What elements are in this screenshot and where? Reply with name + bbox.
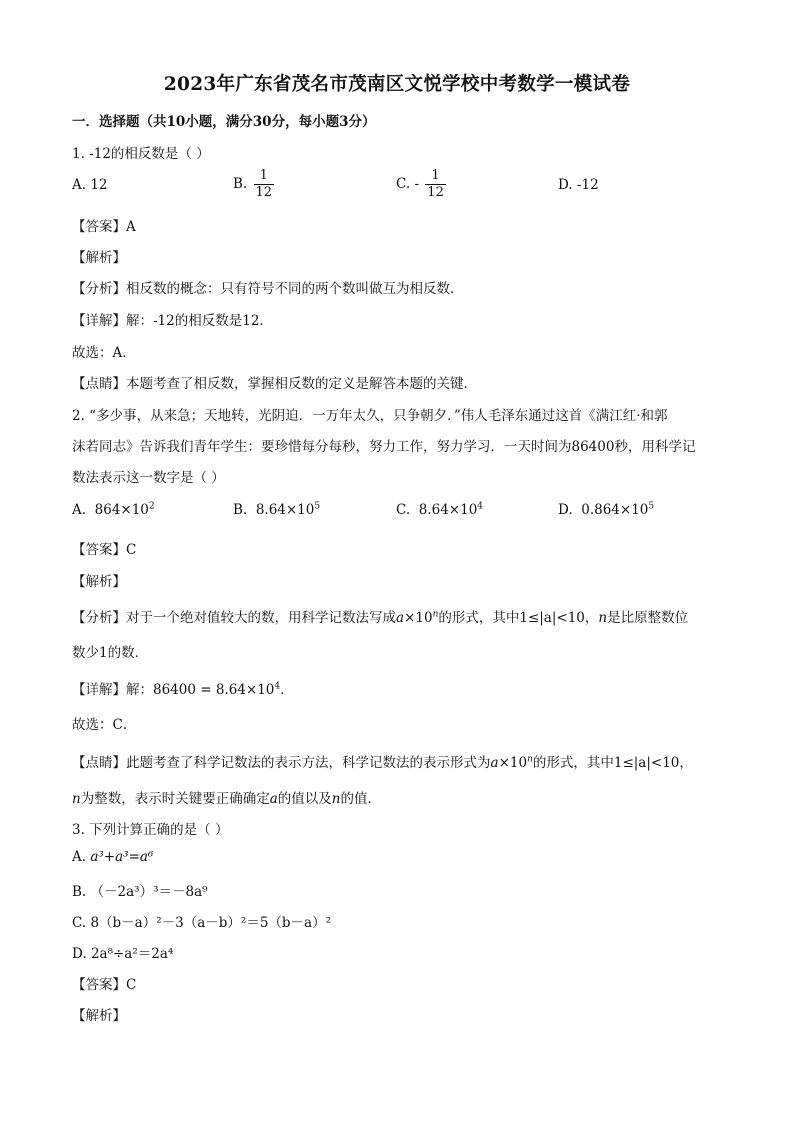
q2-guxuan: 故选：C． bbox=[72, 717, 137, 733]
q1-fenxi: 【分析】相反数的概念：只有符号不同的两个数叫做互为相反数． bbox=[72, 281, 464, 297]
q3-analysis-label: 【解析】 bbox=[72, 1008, 126, 1024]
math-range: 1≤|a|<10 bbox=[613, 755, 680, 771]
math-range: 1≤|a|<10 bbox=[519, 610, 585, 626]
option-label: C. bbox=[396, 502, 411, 518]
q1-option-b-fraction bbox=[254, 168, 275, 201]
option-base: 8.64×10 bbox=[255, 502, 315, 518]
q1-guxuan: 故选：A． bbox=[72, 345, 136, 361]
math-expr: ×10 bbox=[498, 755, 528, 771]
q2-option-b bbox=[233, 502, 320, 518]
text-segment: 【点睛】此题考查了科学记数法的表示方法，科学记数法的表示形式为 bbox=[72, 755, 491, 771]
text-segment: 是比原整数位 bbox=[607, 610, 689, 626]
text-segment: ， bbox=[679, 755, 693, 771]
question-2-stem-line-3: 数法表示这一数字是（ ） bbox=[72, 470, 225, 486]
question-1-stem: 1. -12的相反数是（ ） bbox=[72, 146, 210, 162]
option-exponent: 2 bbox=[148, 501, 155, 512]
q2-dianjing-line-2 bbox=[72, 787, 381, 807]
q2-option-d bbox=[558, 502, 654, 518]
text-segment: 的形式，其中 bbox=[438, 610, 520, 626]
text-segment: 的形式，其中 bbox=[532, 755, 614, 771]
option-base: 8.64×10 bbox=[418, 502, 478, 518]
option-expr: 2a⁸÷a²＝2a⁴ bbox=[90, 946, 174, 962]
option-label: B. bbox=[72, 884, 91, 900]
option-base: 0.864×10 bbox=[581, 502, 649, 518]
text-segment: ． bbox=[280, 682, 294, 698]
q2-dianjing-line-1 bbox=[72, 751, 693, 771]
option-label: A. bbox=[72, 502, 87, 518]
q3-answer: 【答案】C bbox=[72, 977, 137, 993]
math-var: n bbox=[72, 791, 81, 807]
math-exponent: 4 bbox=[274, 681, 281, 692]
q1-option-c bbox=[396, 168, 448, 201]
option-base: 864×10 bbox=[94, 502, 149, 518]
q1-dianjing: 【点睛】本题考查了相反数，掌握相反数的定义是解答本题的关键． bbox=[72, 376, 477, 392]
text-segment: 为整数，表示时关键要正确确定 bbox=[80, 791, 270, 807]
q3-option-d bbox=[72, 942, 173, 962]
option-expr: （－2a³）³＝－8a⁹ bbox=[90, 884, 208, 900]
q2-option-c bbox=[396, 502, 483, 518]
math-var: n bbox=[331, 791, 341, 807]
option-label: D. bbox=[558, 502, 573, 518]
math-expr: ×10 bbox=[404, 610, 433, 626]
option-exponent: 5 bbox=[648, 501, 655, 512]
q1-xiangjie: 【详解】解：-12的相反数是12． bbox=[72, 313, 273, 329]
q1-option-a: A. 12 bbox=[72, 177, 108, 193]
option-exponent: 4 bbox=[477, 501, 484, 512]
option-label: A. bbox=[72, 849, 91, 865]
question-3-stem: 3. 下列计算正确的是（ ） bbox=[72, 822, 229, 838]
option-label: D. bbox=[72, 946, 91, 962]
option-expr: a³+a³=a⁶ bbox=[90, 849, 154, 865]
q1-answer: 【答案】A bbox=[72, 219, 136, 235]
math-var: a bbox=[269, 791, 278, 807]
q1-option-b bbox=[233, 168, 276, 201]
q1-analysis-label: 【解析】 bbox=[72, 250, 126, 266]
fraction-numerator: 1 bbox=[425, 168, 446, 185]
text-segment: 【分析】对于一个绝对值较大的数，用科学记数法写成 bbox=[72, 610, 396, 626]
math-exponent: n bbox=[432, 609, 439, 620]
fraction-denominator: 12 bbox=[427, 185, 444, 200]
section-heading: 一．选择题（共10小题，满分30分，每小题3分） bbox=[72, 114, 376, 130]
math-var: n bbox=[598, 610, 608, 626]
q1-option-c-label: C. bbox=[396, 176, 411, 192]
page-title: 2023年广东省茂名市茂南区文悦学校中考数学一模试卷 bbox=[163, 74, 631, 95]
text-segment: 【详解】解： bbox=[72, 682, 153, 698]
math-exponent: n bbox=[527, 754, 533, 765]
option-label: B. bbox=[233, 502, 248, 518]
q2-fenxi-line-2: 数少1的数． bbox=[72, 645, 149, 661]
math-expr: 86400 = 8.64×10 bbox=[153, 682, 275, 698]
q2-answer: 【答案】C bbox=[72, 542, 137, 558]
text-segment: 的值． bbox=[340, 791, 381, 807]
option-exponent: 5 bbox=[314, 501, 321, 512]
question-2-stem-line-1: 2. “多少事，从来急；天地转，光阴迫．一万年太久，只争朝夕．”伟人毛泽东通过这首《满江红·和郭 bbox=[72, 408, 668, 424]
q1-option-d: D. -12 bbox=[558, 177, 599, 193]
q3-option-c bbox=[72, 911, 331, 931]
fraction-numerator: 1 bbox=[254, 168, 275, 185]
fraction-denominator: 12 bbox=[255, 185, 273, 200]
q2-option-a bbox=[72, 502, 155, 518]
text-segment: ， bbox=[584, 610, 599, 626]
option-expr: 8（b－a）²－3（a－b）²＝5（b－a）² bbox=[90, 915, 332, 931]
q1-option-c-sign: - bbox=[414, 176, 419, 192]
option-label: C. bbox=[72, 915, 91, 931]
q1-option-c-fraction bbox=[425, 168, 446, 201]
q3-option-b bbox=[72, 880, 208, 900]
q2-xiangjie bbox=[72, 678, 294, 698]
text-segment: 的值以及 bbox=[277, 791, 332, 807]
q2-analysis-label: 【解析】 bbox=[72, 574, 126, 590]
question-2-stem-line-2: 沫若同志》告诉我们青年学生：要珍惜每分每秒，努力工作，努力学习．一天时间为86400秒，用科学记 bbox=[72, 439, 696, 455]
q3-option-a bbox=[72, 849, 153, 865]
math-var: a bbox=[490, 755, 499, 771]
math-var: a bbox=[396, 610, 405, 626]
q1-option-b-label: B. bbox=[233, 176, 248, 192]
q2-fenxi-line-1 bbox=[72, 606, 688, 626]
